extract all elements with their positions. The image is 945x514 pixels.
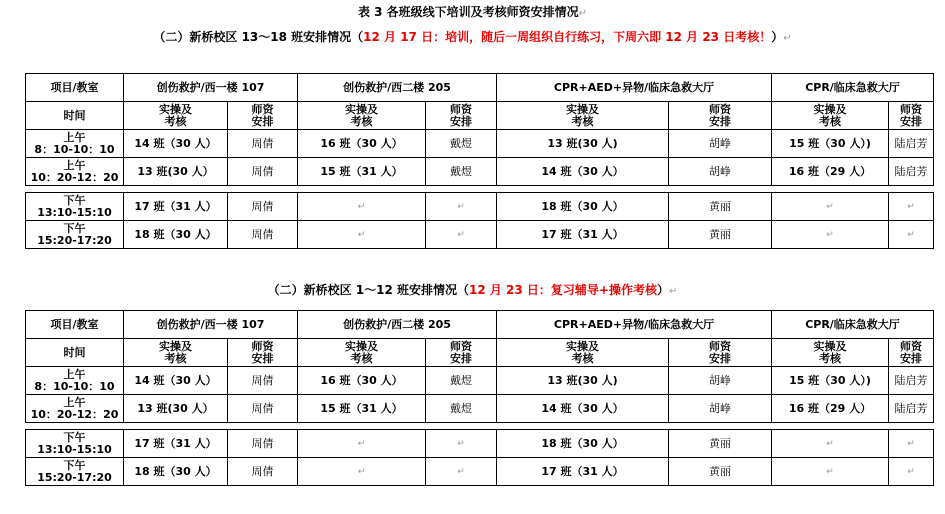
section-2-heading: （二）新桥校区 1～12 班安排情况（12 月 23 日：复习辅导+操作考核）↵ (267, 283, 678, 297)
class-cell: 18 班（30 人） (497, 430, 669, 458)
class-cell: 18 班（30 人） (124, 221, 228, 249)
room-header-3: CPR+AED+异物/临床急救大厅 (497, 74, 772, 102)
sub-header-teacher: 师资 安排 (426, 339, 497, 367)
teacher-cell: 戴煜 (426, 130, 497, 158)
sub-header-practice: 实操及 考核 (772, 339, 889, 367)
class-cell: 18 班（30 人） (497, 193, 669, 221)
time-cell: 下午 15:20-17:20 (26, 458, 124, 486)
teacher-cell: 胡峥 (669, 367, 772, 395)
sub-header-teacher: 师资 安排 (669, 102, 772, 130)
class-cell: 14 班（30 人） (497, 158, 669, 186)
empty-cell: ↵ (772, 458, 889, 486)
time-cell: 下午 15:20-17:20 (26, 221, 124, 249)
empty-cell: ↵ (298, 430, 426, 458)
room-header-2: 创伤救护/西二楼 205 (298, 311, 497, 339)
room-header-1: 创伤救护/西一楼 107 (124, 74, 298, 102)
sub-header-practice: 实操及 考核 (124, 102, 228, 130)
table-row (26, 367, 934, 395)
time-cell: 上午 8：10-10：10 (26, 367, 124, 395)
table-row (26, 458, 934, 486)
header-row-rooms (26, 311, 934, 339)
teacher-cell: 黄丽 (669, 221, 772, 249)
time-cell: 上午 10：20-12：20 (26, 395, 124, 423)
schedule-table-1 (25, 73, 934, 249)
separator-row (26, 423, 934, 430)
separator-row (26, 186, 934, 193)
class-cell: 17 班（31 人） (124, 193, 228, 221)
time-header: 时间 (26, 102, 124, 130)
teacher-cell: 周倩 (228, 158, 298, 186)
teacher-cell: 黄丽 (669, 458, 772, 486)
teacher-cell: 陆启芳 (889, 130, 934, 158)
teacher-cell: 陆启芳 (889, 158, 934, 186)
class-cell: 14 班（30 人） (124, 367, 228, 395)
sub-header-teacher: 师资 安排 (669, 339, 772, 367)
class-cell: 16 班（29 人） (772, 158, 889, 186)
section-1-heading: （二）新桥校区 13～18 班安排情况（12 月 17 日：培训，随后一周组织自行练习，下周六即 12 月 23 日考核！）↵ (153, 30, 792, 44)
sub-header-practice: 实操及 考核 (298, 339, 426, 367)
time-cell: 下午 13:10-15:10 (26, 430, 124, 458)
separator-cell (26, 186, 934, 193)
teacher-cell: 黄丽 (669, 430, 772, 458)
teacher-cell: 戴煜 (426, 367, 497, 395)
project-header: 项目/教室 (26, 74, 124, 102)
class-cell: 16 班（30 人） (298, 367, 426, 395)
teacher-cell: 周倩 (228, 458, 298, 486)
class-cell: 16 班（29 人） (772, 395, 889, 423)
table-row (26, 430, 934, 458)
class-cell: 13 班(30 人） (124, 158, 228, 186)
empty-cell: ↵ (772, 430, 889, 458)
teacher-cell: 周倩 (228, 395, 298, 423)
empty-cell: ↵ (889, 193, 934, 221)
class-cell: 15 班（30 人）) (772, 130, 889, 158)
empty-cell: ↵ (426, 430, 497, 458)
empty-cell: ↵ (889, 221, 934, 249)
room-header-4: CPR/临床急救大厅 (772, 311, 934, 339)
empty-cell: ↵ (426, 193, 497, 221)
teacher-cell: 黄丽 (669, 193, 772, 221)
class-cell: 17 班（31 人） (497, 458, 669, 486)
table-row (26, 193, 934, 221)
empty-cell: ↵ (889, 458, 934, 486)
empty-cell: ↵ (298, 221, 426, 249)
class-cell: 14 班（30 人） (497, 395, 669, 423)
class-cell: 15 班（31 人） (298, 158, 426, 186)
teacher-cell: 周倩 (228, 221, 298, 249)
room-header-2: 创伤救护/西二楼 205 (298, 74, 497, 102)
empty-cell: ↵ (772, 221, 889, 249)
empty-cell: ↵ (889, 430, 934, 458)
teacher-cell: 陆启芳 (889, 395, 934, 423)
teacher-cell: 胡峥 (669, 130, 772, 158)
header-row-rooms (26, 74, 934, 102)
header-row-sub (26, 339, 934, 367)
class-cell: 15 班（30 人）) (772, 367, 889, 395)
empty-cell: ↵ (298, 193, 426, 221)
table-row (26, 130, 934, 158)
time-cell: 下午 13:10-15:10 (26, 193, 124, 221)
teacher-cell: 周倩 (228, 193, 298, 221)
project-header: 项目/教室 (26, 311, 124, 339)
class-cell: 17 班（31 人） (124, 430, 228, 458)
teacher-cell: 胡峥 (669, 395, 772, 423)
sub-header-teacher: 师资 安排 (426, 102, 497, 130)
time-cell: 上午 10：20-12：20 (26, 158, 124, 186)
time-header: 时间 (26, 339, 124, 367)
room-header-4: CPR/临床急救大厅 (772, 74, 934, 102)
separator-cell (26, 423, 934, 430)
sub-header-teacher: 师资 安排 (228, 102, 298, 130)
table-row (26, 158, 934, 186)
room-header-3: CPR+AED+异物/临床急救大厅 (497, 311, 772, 339)
empty-cell: ↵ (298, 458, 426, 486)
teacher-cell: 戴煜 (426, 158, 497, 186)
empty-cell: ↵ (426, 221, 497, 249)
empty-cell: ↵ (426, 458, 497, 486)
sub-header-practice: 实操及 考核 (497, 339, 669, 367)
sub-header-teacher: 师资 安排 (889, 339, 934, 367)
time-cell: 上午 8：10-10：10 (26, 130, 124, 158)
table-row (26, 395, 934, 423)
class-cell: 14 班（30 人） (124, 130, 228, 158)
class-cell: 15 班（31 人） (298, 395, 426, 423)
table-row (26, 221, 934, 249)
class-cell: 17 班（31 人） (497, 221, 669, 249)
class-cell: 13 班(30 人) (497, 367, 669, 395)
sub-header-practice: 实操及 考核 (772, 102, 889, 130)
teacher-cell: 胡峥 (669, 158, 772, 186)
class-cell: 18 班（30 人） (124, 458, 228, 486)
schedule-table-2 (25, 310, 934, 486)
sub-header-practice: 实操及 考核 (497, 102, 669, 130)
teacher-cell: 周倩 (228, 367, 298, 395)
room-header-1: 创伤救护/西一楼 107 (124, 311, 298, 339)
sub-header-practice: 实操及 考核 (298, 102, 426, 130)
teacher-cell: 周倩 (228, 430, 298, 458)
document-title: 表 3 各班级线下培训及考核师资安排情况↵ (357, 5, 588, 19)
class-cell: 13 班(30 人） (124, 395, 228, 423)
sub-header-teacher: 师资 安排 (889, 102, 934, 130)
teacher-cell: 周倩 (228, 130, 298, 158)
teacher-cell: 戴煜 (426, 395, 497, 423)
class-cell: 16 班（30 人） (298, 130, 426, 158)
teacher-cell: 陆启芳 (889, 367, 934, 395)
empty-cell: ↵ (772, 193, 889, 221)
sub-header-practice: 实操及 考核 (124, 339, 228, 367)
sub-header-teacher: 师资 安排 (228, 339, 298, 367)
header-row-sub (26, 102, 934, 130)
class-cell: 13 班(30 人) (497, 130, 669, 158)
